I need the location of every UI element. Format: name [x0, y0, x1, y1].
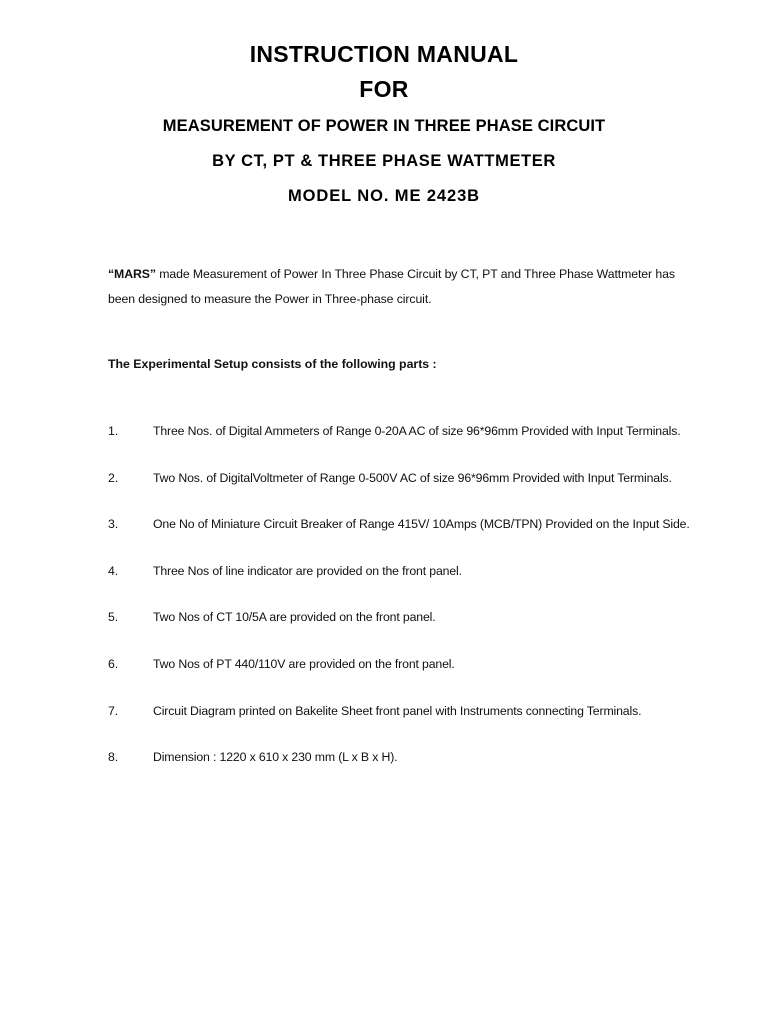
list-item-number: 1. — [108, 424, 118, 438]
list-item — [108, 703, 728, 750]
list-item-text: Circuit Diagram printed on Bakelite Sheet front panel with Instruments connecting Terminals. — [153, 703, 642, 718]
list-item-text: Three Nos. of Digital Ammeters of Range 0-20A AC of size 96*96mm Provided with Input Terminals. — [153, 424, 681, 438]
list-item-number: 2. — [108, 470, 118, 485]
list-item-text: Dimension : 1220 x 610 x 230 mm (L x B x H). — [153, 750, 398, 765]
intro-text-line2: been designed to measure the Power in Three-phase circuit. — [108, 292, 432, 306]
intro-text-line1: made Measurement of Power In Three Phase Circuit by CT, PT and Three Phase Wattmeter has — [155, 267, 675, 281]
parts-list — [108, 423, 728, 796]
setup-heading: The Experimental Setup consists of the following parts : — [108, 357, 437, 371]
list-item-number: 7. — [108, 703, 118, 718]
list-item-number: 8. — [108, 750, 118, 765]
list-item — [108, 563, 728, 610]
intro-paragraph — [108, 262, 708, 312]
list-item-text: Two Nos of PT 440/110V are provided on the front panel. — [153, 656, 455, 671]
list-item-text: Three Nos of line indicator are provided on the front panel. — [153, 563, 462, 578]
model-number: MODEL NO. ME 2423B — [288, 187, 480, 205]
list-item — [108, 470, 728, 517]
list-item — [108, 516, 728, 563]
list-item-number: 4. — [108, 563, 118, 578]
list-item — [108, 749, 728, 796]
list-item-number: 3. — [108, 517, 118, 532]
list-item — [108, 423, 728, 470]
list-item — [108, 609, 728, 656]
list-item-number: 6. — [108, 656, 118, 671]
manual-title-for: FOR — [359, 76, 409, 102]
manual-subtitle-line1: MEASUREMENT OF POWER IN THREE PHASE CIRCUIT — [162, 117, 606, 135]
list-item-number: 5. — [108, 610, 118, 625]
manual-title: INSTRUCTION MANUAL — [249, 41, 519, 67]
list-item-text: Two Nos. of DigitalVoltmeter of Range 0-500V AC of size 96*96mm Provided with Input Terminals. — [153, 470, 672, 485]
manual-subtitle-line2: BY CT, PT & THREE PHASE WATTMETER — [212, 152, 556, 170]
brand-name: “MARS” — [108, 267, 156, 281]
list-item-text: Two Nos of CT 10/5A are provided on the front panel. — [153, 610, 436, 625]
list-item-text: One No of Miniature Circuit Breaker of Range 415V/ 10Amps (MCB/TPN) Provided on the Input Side. — [153, 517, 690, 532]
list-item — [108, 656, 728, 703]
